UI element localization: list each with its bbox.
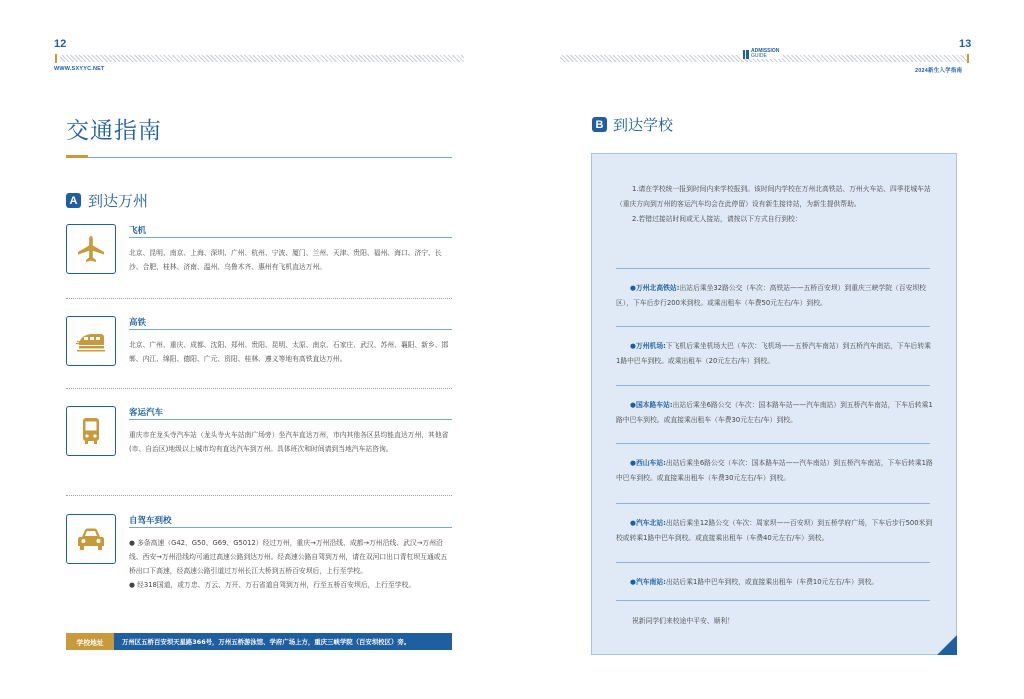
item-title: 自驾车到校	[129, 516, 172, 526]
item-body	[129, 536, 452, 592]
bullet-icon: ●	[630, 401, 636, 409]
route-separator	[616, 326, 930, 327]
panel-corner-fold	[937, 635, 957, 655]
item-title: 高铁	[129, 318, 147, 328]
divider	[66, 495, 452, 496]
section-b-badge: B	[592, 117, 607, 132]
bullet-icon: ●	[630, 342, 636, 350]
section-a-heading	[66, 190, 148, 211]
route-name: 国本路车站	[635, 401, 670, 409]
route-text: 下飞机后乘坐机场大巴（车次：飞机场——五桥汽车南站）到五桥汽车南站，下车后转乘1路中巴车到校。或乘出租车（20元左右/车）到校。	[616, 342, 931, 365]
route-text: 出站后乘坐6路公交（车次：国本路车站——汽车南站）到五桥汽车南站，下车后转乘1路中巴车到校。或直接乘出租车（车费30元左右/车）到校。	[616, 401, 933, 424]
route-name: 汽车南站	[635, 578, 664, 586]
intro-paragraph: 2.若错过接站时间或无人接站，请按以下方式自行到校：	[632, 215, 802, 223]
address-label: 学校地址	[66, 633, 114, 650]
route-item	[616, 516, 934, 546]
header-hatch	[60, 55, 464, 62]
route-colon: :	[669, 401, 673, 409]
route-separator	[616, 443, 930, 444]
item-title: 客运汽车	[129, 408, 164, 418]
bus-icon	[66, 406, 116, 456]
airplane-icon	[66, 224, 116, 274]
route-text: 出站后乘坐6路公交（车次：国本路车站——汽车南站）到五桥汽车南站，下车后转乘1路中巴车到校。或直接乘出租车（车费30元左右/车）到校。	[616, 459, 933, 482]
bullet-icon: ●	[630, 519, 636, 527]
route-name: 汽车北站	[635, 519, 664, 527]
route-name: 万州北高铁站	[635, 284, 677, 292]
guide-title: 2024新生入学指南	[915, 68, 963, 74]
route-item	[616, 339, 934, 369]
route-item	[616, 281, 934, 311]
divider	[66, 388, 452, 389]
header-tick	[55, 54, 57, 63]
page-number: 13	[959, 38, 972, 50]
section-a-title: 到达万州	[88, 192, 149, 210]
bullet-icon: ●	[630, 284, 636, 292]
route-item	[616, 575, 934, 590]
route-colon: :	[663, 342, 666, 350]
admission-guide-logo	[740, 49, 782, 59]
route-colon: :	[663, 578, 666, 586]
route-name: 万州机场	[635, 342, 664, 350]
item-rule	[129, 527, 452, 528]
item-body-text: 北京、广州、重庆、成都、沈阳、郑州、贵阳、昆明、太原、南京、石家庄、武汉、苏州、襄阳、新乡、邯郸、内江、绵阳、德阳、广元、资阳、桂林、遵义等地有高铁直达万州。	[129, 341, 449, 363]
route-name: 西山车站	[635, 459, 664, 467]
section-b-title: 到达学校	[613, 116, 674, 134]
directions-panel	[591, 153, 957, 655]
title-accent	[66, 155, 88, 158]
route-separator	[616, 503, 930, 504]
high-speed-train-icon	[66, 316, 116, 366]
route-separator	[616, 600, 930, 601]
route-colon: :	[663, 519, 666, 527]
bullet-icon: ●	[630, 459, 636, 467]
route-text: 出站后乘1路中巴车到校，或直接乘出租车（车费10元左右/车）到校。	[665, 578, 879, 586]
item-body-text: ● 多条高速（G42、G50、G69、G5012）经过万州，重庆→万州沿线、成都→万州沿线、武汉→万州沿线、西安→万州沿线均可通过高速公路到达万州。经高速公路自驾到万州，请在双河口出口青杠坝互通或五桥出口下高速，经高速公路引道过万州长江大桥到五桥百安坝后，上行至学校。	[129, 539, 448, 575]
guide-brand-line2: GUIDE	[751, 53, 767, 59]
page-number: 12	[54, 38, 67, 50]
bullet-icon: ●	[630, 578, 636, 586]
item-body	[129, 246, 452, 274]
transport-item-car	[66, 514, 452, 624]
item-body-text: ● 经318国道，或万忠、万云、万开、万石省道自驾到万州，行至五桥百安坝后，上行至学校。	[129, 581, 416, 589]
divider	[66, 298, 452, 299]
transport-item-airplane	[66, 224, 452, 284]
route-separator	[616, 268, 930, 269]
car-icon	[66, 514, 116, 564]
route-item	[616, 398, 934, 428]
item-rule	[129, 237, 452, 238]
right-page	[512, 0, 1024, 699]
item-body-text: 北京、昆明、南京、上海、深圳、广州、杭州、宁波、厦门、兰州、天津、贵阳、福州、海口、济宁、长沙、合肥、桂林、济南、温州、乌鲁木齐、惠州有飞机直达万州。	[129, 249, 442, 271]
guide-logo-mark	[743, 50, 749, 59]
website: WWW.SXYYC.NET	[54, 66, 105, 72]
item-body-text: 重庆市在龙头寺汽车站（龙头寺火车站南广场旁）坐汽车直达万州，市内其他各区县均能直达万州，其他省(市、自治区)地级以上城市均有直达汽车到万州。具体班次和时间请到当地汽车站咨询。	[129, 431, 449, 453]
item-body	[129, 338, 452, 366]
route-colon: :	[663, 459, 666, 467]
route-text: 出站后乘坐12路公交（车次：周家坝——百安坝）到五桥学府广场，下车后步行500米到校或转乘1路中巴车到校。或直接乘出租车（车费40元左右/车）到校。	[616, 519, 933, 542]
route-separator	[616, 385, 930, 386]
closing-message: 祝新同学们来校途中平安、顺利！	[632, 617, 734, 625]
section-b-heading	[592, 114, 673, 135]
item-body	[129, 428, 452, 456]
title-rule	[66, 157, 452, 158]
guide-brand-line1: ADMISSION	[751, 48, 780, 54]
route-text: 出站后乘坐32路公交（车次：高铁站——五桥百安坝）到重庆三峡学院（百安坝校区），下车后步行200米到校。或乘出租车（车费50元左右/车）到校。	[616, 284, 926, 307]
route-colon: :	[676, 284, 680, 292]
route-separator	[616, 562, 930, 563]
intro-paragraph: 1.请在学校统一报到时间内来学校报到。该时间内学校在万州北高铁站、万州火车站、四季花城车站（重庆方向到万州的客运汽车均会在此停留）设有新生接待站，为新生提供帮助。	[616, 185, 931, 208]
transport-item-bus	[66, 406, 452, 486]
guide-logo-text	[751, 49, 779, 59]
item-rule	[129, 419, 452, 420]
page-title: 交通指南	[66, 118, 162, 144]
address-text: 万州区五桥百安坝天星路366号，万州五桥游泳馆、学府广场上方，重庆三峡学院（百安坝校区）旁。	[122, 638, 411, 646]
item-rule	[129, 329, 452, 330]
school-address-bar	[66, 633, 452, 650]
directions-intro	[616, 182, 934, 227]
header-tick	[967, 54, 969, 63]
route-item	[616, 456, 934, 486]
item-title: 飞机	[129, 226, 147, 236]
transport-item-train	[66, 316, 452, 376]
section-a-badge: A	[66, 193, 81, 208]
